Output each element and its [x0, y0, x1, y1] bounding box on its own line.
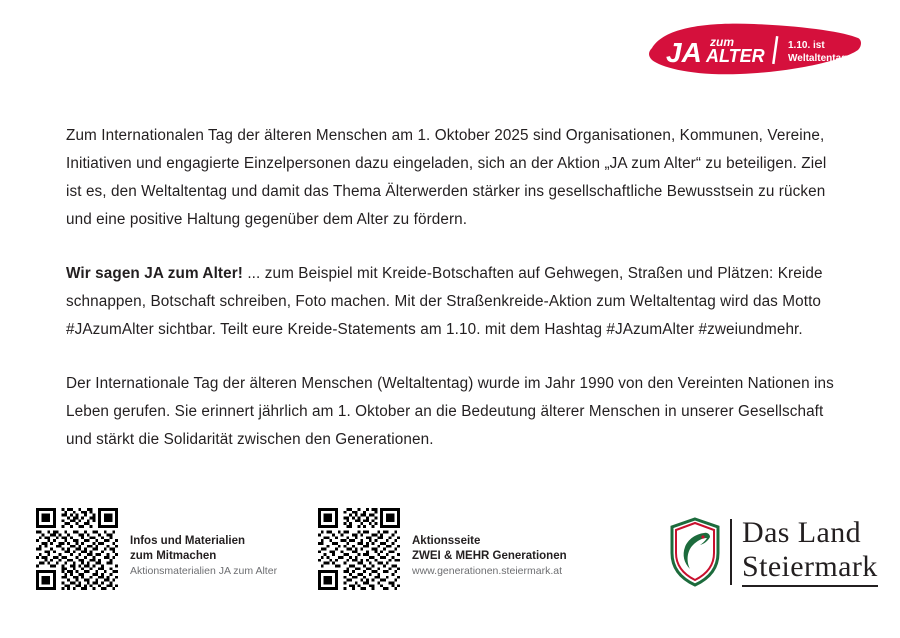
- styria-crest-icon: [666, 517, 724, 587]
- paragraph-intro: [66, 122, 846, 234]
- logo-word-zum: zum: [710, 35, 734, 49]
- paragraph-action: [66, 260, 846, 344]
- footer-qr-block-actionpage[interactable]: [318, 508, 567, 590]
- land-logo-line2: Steiermark: [742, 550, 878, 587]
- qr-caption-materials: [130, 508, 277, 578]
- logo-date-line-2: Weltaltentag: [788, 53, 848, 64]
- qr-caption-materials-line2: zum Mitmachen: [130, 550, 217, 562]
- land-logo-line1: Das Land: [742, 516, 861, 549]
- qr-caption-actionpage: [412, 508, 567, 578]
- qr-caption-materials-line1: Infos und Materialien: [130, 535, 246, 547]
- paragraph-intro-text: Zum Internationalen Tag der älteren Menschen am 1. Oktober 2025 sind Organisationen, Kommunen, Vereine, Initiativen und engagierte Einzelpersonen dazu eingeladen, sich an der Aktion „JA zum Alter“ zu beteiligen. Ziel ist es, den Weltaltentag und damit das Thema Älterwerden stärker ins gesellschaftliche Bewusstsein zu rücken und eine positive Haltung gegenüber dem Alter zu fördern.: [66, 127, 827, 228]
- logo-word-alter: ALTER: [706, 46, 765, 66]
- footer-qr-block-materials[interactable]: [36, 508, 277, 590]
- qr-caption-actionpage-line2: ZWEI & MEHR Generationen: [412, 550, 567, 562]
- logo-word-ja: JA: [666, 37, 702, 68]
- land-steiermark-logo: [666, 516, 878, 587]
- qr-caption-actionpage-line3: www.generationen.steiermark.at: [412, 565, 562, 577]
- paragraph-history-text: Der Internationale Tag der älteren Menschen (Weltaltentag) wurde im Jahr 1990 von den Vereinten Nationen ins Leben gerufen. Sie erinnert jährlich am 1. Oktober an die Bedeutung älterer Menschen in unserer Gesellschaft und stärkt die Solidarität zwischen den Generationen.: [66, 375, 834, 448]
- land-logo-wordmark: [742, 516, 878, 587]
- logo-date-line-1: 1.10. ist: [788, 40, 825, 51]
- paragraph-action-lead: Wir sagen JA zum Alter!: [66, 265, 243, 282]
- qr-code-icon[interactable]: [318, 508, 400, 590]
- qr-caption-materials-line3: Aktionsmaterialien JA zum Alter: [130, 565, 278, 577]
- body-copy: [66, 122, 846, 454]
- land-logo-divider: [730, 519, 732, 585]
- qr-caption-actionpage-line1: Aktionsseite: [412, 535, 481, 547]
- footer: [0, 500, 900, 630]
- qr-code-icon[interactable]: [36, 508, 118, 590]
- campaign-logo: [644, 18, 864, 80]
- paragraph-history: [66, 370, 846, 454]
- paragraph-action-text: ... zum Beispiel mit Kreide-Botschaften auf Gehwegen, Straßen und Plätzen: Kreide schnappen, Botschaft schreiben, Foto machen. Mit der Straßenkreide-Aktion zum Weltaltentag wird das Motto #JAzumAlter sichtbar. Teilt eure Kreide-Statements am 1.10. mit dem Hashtag #JAzumAlter #zweiundmehr.: [66, 265, 823, 338]
